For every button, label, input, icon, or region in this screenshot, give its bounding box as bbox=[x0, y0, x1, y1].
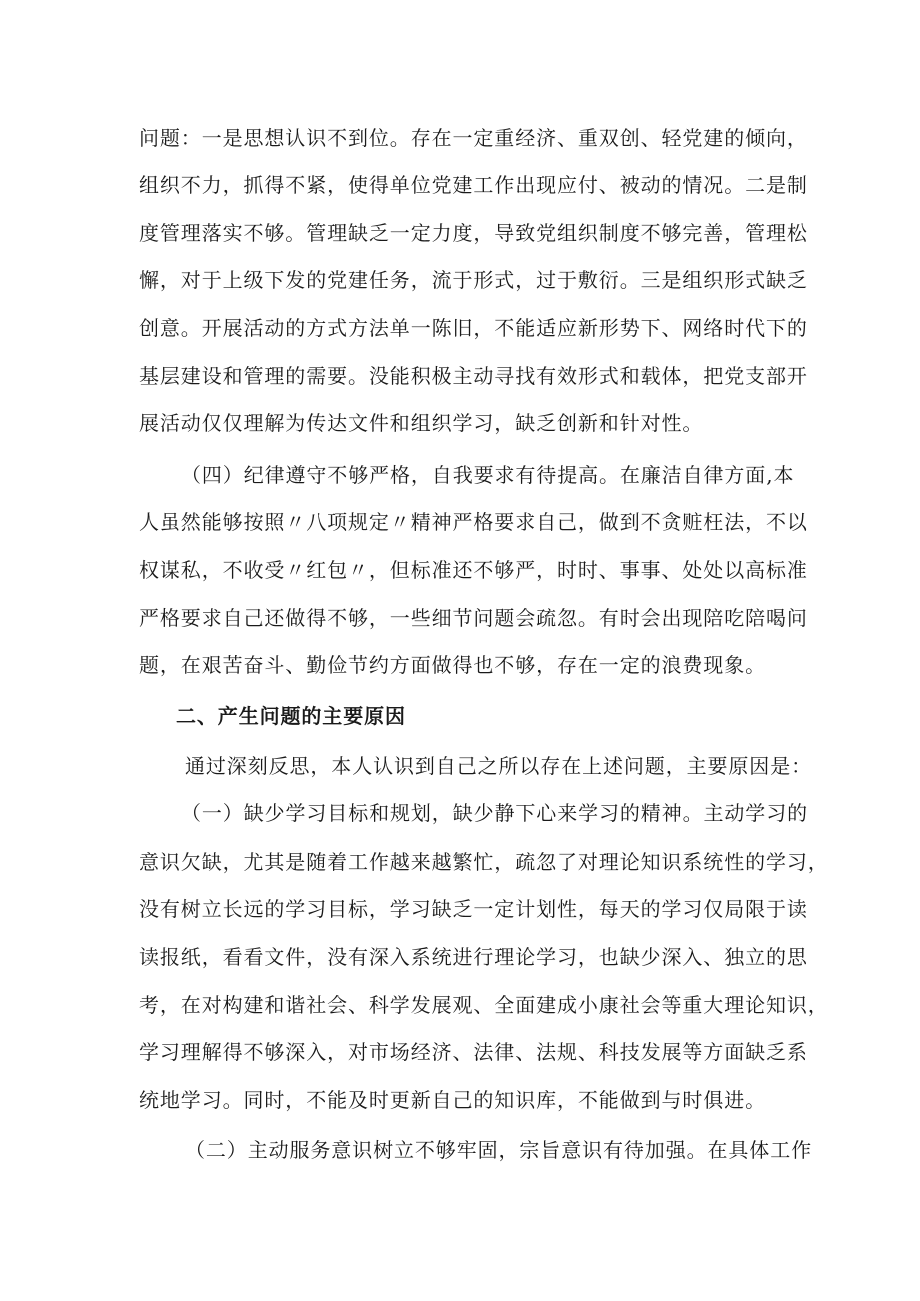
text-line: 展活动仅仅理解为传达文件和组织学习，缺乏创新和针对性。 bbox=[139, 411, 704, 435]
text-line: 通过深刻反思，本人认识到自己之所以存在上述问题，主要原因是： bbox=[185, 754, 812, 778]
text-line: （四）纪律遵守不够严格，自我要求有待提高。在廉洁自律方面,本 bbox=[181, 463, 795, 487]
text-line: 读报纸，看看文件，没有深入系统进行理论学习，也缺少深入、独立的思 bbox=[139, 945, 808, 969]
text-line: 意识欠缺，尤其是随着工作越来越繁忙，疏忽了对理论知识系统性的学习， bbox=[139, 850, 829, 874]
text-line: 问题：一是思想认识不到位。存在一定重经济、重双创、轻党建的倾向， bbox=[139, 126, 808, 150]
text-line: 基层建设和管理的需要。没能积极主动寻找有效形式和载体，把党支部开 bbox=[139, 364, 808, 388]
text-line: （二）主动服务意识树立不够牢固，宗旨意识有待加强。在具体工作 bbox=[185, 1138, 812, 1162]
text-line: 懈，对于上级下发的党建任务，流于形式，过于敷衍。三是组织形式缺乏 bbox=[139, 268, 808, 292]
text-line: 没有树立长远的学习目标，学习缺乏一定计划性，每天的学习仅局限于读 bbox=[139, 897, 808, 921]
text-line: 严格要求自己还做得不够，一些细节问题会疏忽。有时会出现陪吃陪喝问 bbox=[139, 606, 808, 630]
text-line: 学习理解得不够深入，对市场经济、法律、法规、科技发展等方面缺乏系 bbox=[139, 1040, 808, 1064]
text-line: （一）缺少学习目标和规划，缺少静下心来学习的精神。主动学习的 bbox=[181, 801, 808, 825]
text-line: 权谋私，不收受〃红包〃，但标准还不够严，时时、事事、处处以高标准 bbox=[139, 558, 808, 582]
text-line: 考，在对构建和谐社会、科学发展观、全面建成小康社会等重大理论知识， bbox=[139, 993, 829, 1017]
text-line: 统地学习。同时，不能及时更新自己的知识库，不能做到与时俱进。 bbox=[139, 1088, 766, 1112]
text-line: 度管理落实不够。管理缺乏一定力度，导致党组织制度不够完善，管理松 bbox=[139, 221, 808, 245]
text-line: 人虽然能够按照〃八项规定〃精神严格要求自己，做到不贪赃枉法，不以 bbox=[139, 510, 808, 534]
text-line: 组织不力，抓得不紧，使得单位党建工作出现应付、被动的情况。二是制 bbox=[139, 173, 808, 197]
section-heading: 二、产生问题的主要原因 bbox=[176, 704, 406, 728]
text-line: 创意。开展活动的方式方法单一陈旧，不能适应新形势下、网络时代下的 bbox=[139, 316, 808, 340]
text-line: 题，在艰苦奋斗、勤俭节约方面做得也不够，存在一定的浪费现象。 bbox=[139, 653, 766, 677]
